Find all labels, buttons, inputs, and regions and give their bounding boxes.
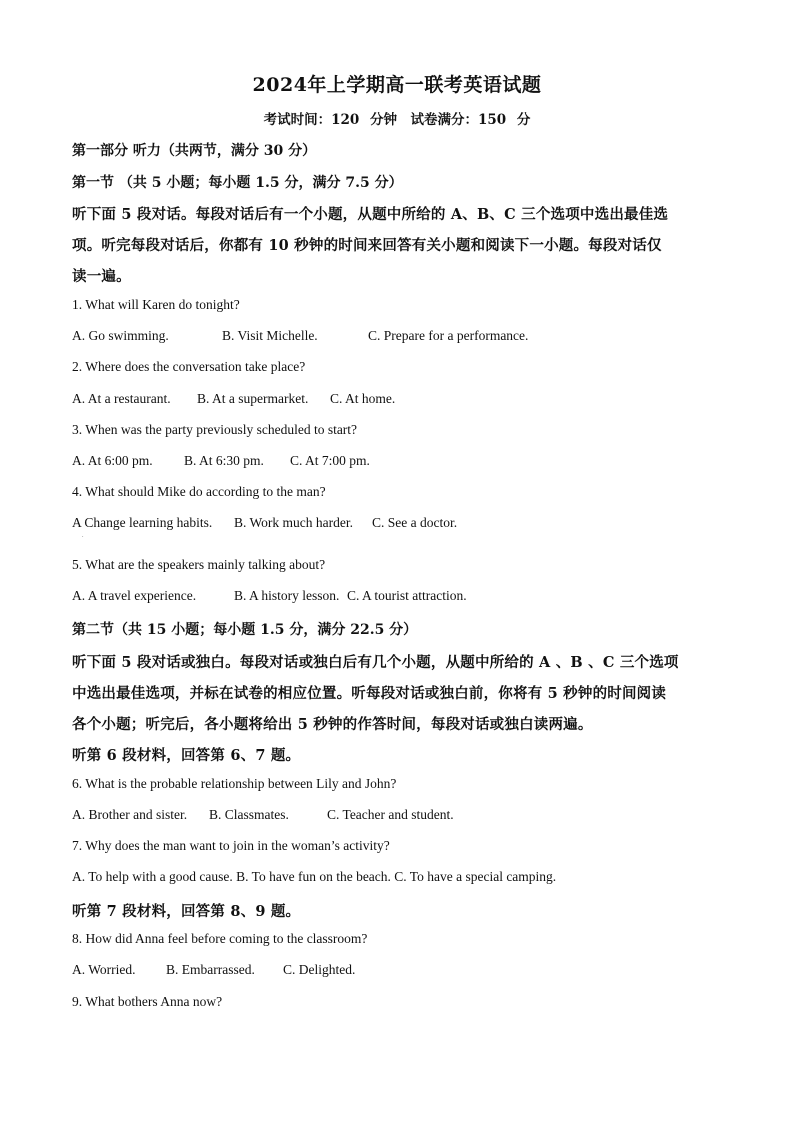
option-b: B. At a supermarket. [197, 391, 309, 406]
option-c: C. A tourist attraction. [347, 588, 467, 603]
option-a: A. A travel experience. [72, 588, 197, 603]
material-6-heading: 听第 6 段材料，回答第 6、7 题。 [72, 747, 301, 764]
answer-options [72, 391, 722, 407]
option-c: C. Teacher and student. [327, 807, 454, 822]
option-b: B. At 6:30 pm. [184, 453, 264, 468]
part1-heading: 第一部分 听力（共两节，满分 30 分） [72, 143, 317, 159]
question-stem: 6. What is the probable relationship between Lily and John? [72, 776, 397, 791]
section2-heading: 第二节（共 15 小题；每小题 1.5 分，满分 22.5 分） [72, 622, 418, 638]
question-stem: 8. How did Anna feel before coming to the classroom? [72, 931, 368, 946]
option-b: B. Work much harder. [234, 515, 354, 530]
option-b: B. A history lesson. [234, 588, 340, 603]
question-stem: 5. What are the speakers mainly talking about? [72, 557, 326, 572]
answer-options [72, 328, 722, 344]
answer-options [72, 962, 722, 978]
section2-instruction-line: 听下面 5 段对话或独白。每段对话或独白后有几个小题，从题中所给的 A 、B 、C 三个选项 [72, 654, 679, 671]
option-a: A. Brother and sister. [72, 807, 188, 822]
question-stem: 9. What bothers Anna now? [72, 994, 223, 1009]
option-c: C. Prepare for a performance. [368, 328, 529, 343]
section1-heading: 第一节 （共 5 小题；每小题 1.5 分，满分 7.5 分） [72, 175, 403, 191]
option-c: C. At 7:00 pm. [290, 453, 370, 468]
exam-subtitle: 考试时间：120 分钟 试卷满分：150 分 [263, 112, 531, 128]
material-7-heading: 听第 7 段材料，回答第 8、9 题。 [72, 903, 301, 920]
option-c: C. To have a special camping. [394, 869, 557, 884]
question-stem: 2. Where does the conversation take place? [72, 359, 306, 374]
exam-title: 2024年上学期高一联考英语试题 [252, 74, 542, 96]
option-c: C. At home. [330, 391, 396, 406]
answer-options [72, 807, 722, 823]
section1-instruction-line: 读一遍。 [72, 268, 131, 285]
option-c: C. Delighted. [283, 962, 356, 977]
answer-options [72, 515, 722, 531]
option-b: B. Embarrassed. [166, 962, 255, 977]
answer-options [72, 869, 722, 885]
option-b: B. To have fun on the beach. [236, 869, 391, 884]
section2-instruction-line: 中选出最佳选项，并标在试卷的相应位置。听每段对话或独白前，你将有 5 秒钟的时间阅读 [72, 685, 667, 702]
question-stem: 7. Why does the man want to join in the woman’s activity? [72, 838, 390, 853]
section1-instruction-line: 项。听完每段对话后，你都有 10 秒钟的时间来回答有关小题和阅读下一小题。每段对话仅 [72, 237, 662, 254]
section2-instruction-line: 各个小题；听完后，各小题将给出 5 秒钟的作答时间，每段对话或独白读两遍。 [72, 716, 593, 733]
question-stem: 1. What will Karen do tonight? [72, 297, 240, 312]
question-stem: 4. What should Mike do according to the man? [72, 484, 326, 499]
option-b: B. Classmates. [209, 807, 289, 822]
answer-options [72, 453, 722, 469]
stray-mark: . [82, 533, 84, 539]
option-a: A. Go swimming. [72, 328, 169, 343]
option-a: A. At a restaurant. [72, 391, 171, 406]
question-stem: 3. When was the party previously scheduled to start? [72, 422, 358, 437]
option-a: A. To help with a good cause. [72, 869, 233, 884]
option-c: C. See a doctor. [372, 515, 458, 530]
section1-instruction-line: 听下面 5 段对话。每段对话后有一个小题，从题中所给的 A、B、C 三个选项中选出最佳选 [72, 206, 669, 223]
answer-options [72, 588, 722, 604]
option-a: A. At 6:00 pm. [72, 453, 153, 468]
option-b: B. Visit Michelle. [222, 328, 318, 343]
option-a: A Change learning habits. [72, 515, 213, 530]
option-a: A. Worried. [72, 962, 136, 977]
